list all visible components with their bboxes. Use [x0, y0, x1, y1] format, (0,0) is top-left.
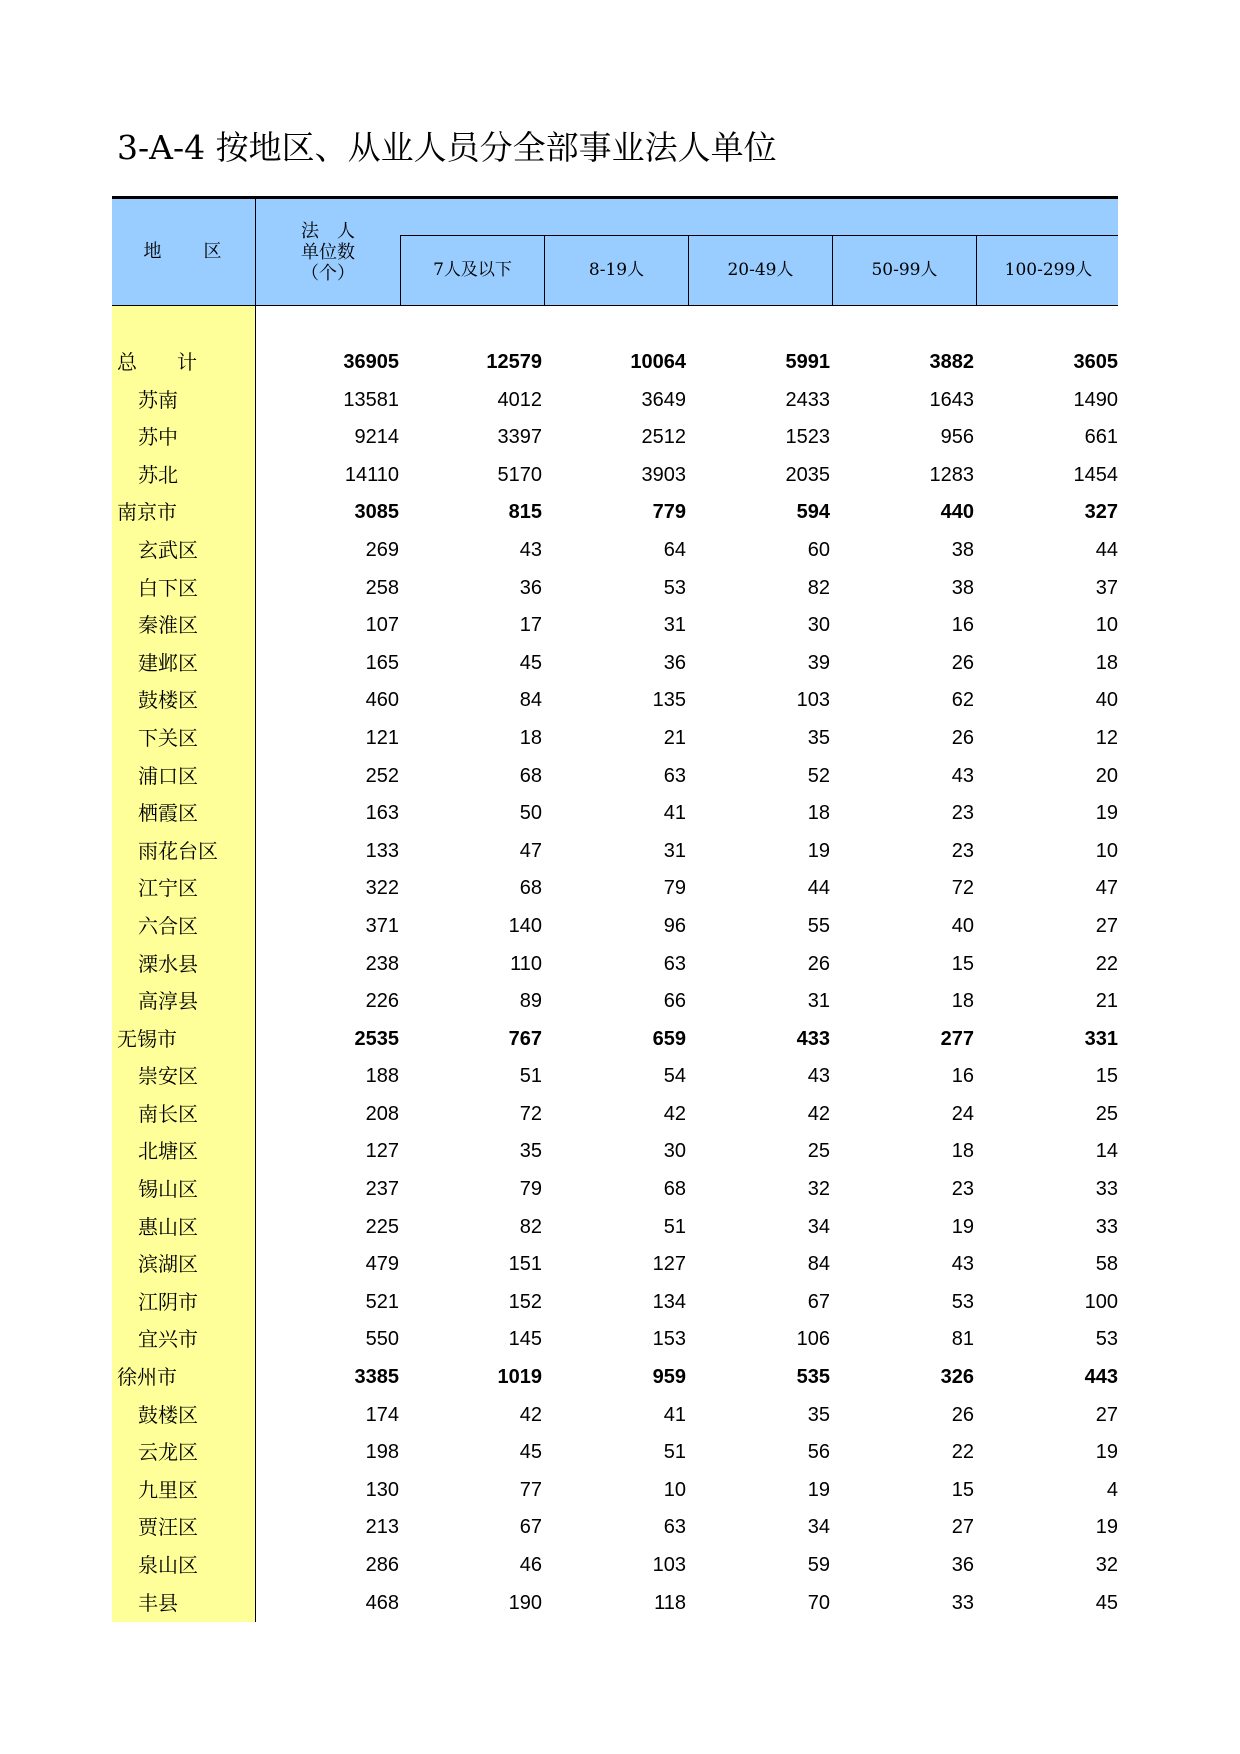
row-label: 栖霞区	[138, 801, 198, 826]
cell-value: 30	[663, 1140, 686, 1163]
cell-value: 82	[807, 576, 830, 599]
cell-value: 40	[951, 914, 974, 937]
row-label: 秦淮区	[138, 613, 198, 638]
cell-value: 31	[663, 839, 686, 862]
header-bin-3: 20-49人	[688, 236, 832, 305]
table-row	[112, 1246, 1118, 1284]
cell-value: 9214	[354, 426, 399, 449]
row-label: 雨花台区	[138, 838, 218, 863]
cell-value: 18	[807, 802, 830, 825]
cell-value: 18	[1095, 651, 1118, 674]
cell-value: 43	[951, 764, 974, 787]
cell-value: 15	[1095, 1065, 1118, 1088]
table-row	[112, 682, 1118, 720]
cell-value: 63	[663, 764, 686, 787]
cell-value: 594	[796, 501, 830, 524]
cell-value: 535	[796, 1366, 830, 1389]
cell-value: 460	[365, 689, 399, 712]
row-label: 无锡市	[117, 1026, 177, 1051]
cell-value: 55	[807, 914, 830, 937]
cell-value: 767	[508, 1027, 542, 1050]
cell-value: 145	[508, 1328, 542, 1351]
cell-value: 47	[519, 839, 542, 862]
cell-value: 151	[508, 1253, 542, 1276]
cell-value: 3882	[929, 351, 974, 373]
cell-value: 16	[951, 614, 974, 637]
cell-value: 3085	[354, 501, 399, 524]
table-row	[112, 419, 1118, 457]
table-body	[112, 344, 1118, 1622]
cell-value: 16	[951, 1065, 974, 1088]
cell-value: 956	[940, 426, 974, 449]
cell-value: 19	[1095, 1441, 1118, 1464]
cell-value: 103	[796, 689, 830, 712]
table-row	[112, 1321, 1118, 1359]
cell-value: 34	[807, 1516, 830, 1539]
cell-value: 42	[519, 1403, 542, 1426]
cell-value: 43	[807, 1065, 830, 1088]
cell-value: 51	[663, 1215, 686, 1238]
row-label: 白下区	[138, 575, 198, 600]
cell-value: 165	[365, 651, 399, 674]
cell-value: 42	[663, 1102, 686, 1125]
cell-value: 32	[807, 1178, 830, 1201]
cell-value: 53	[951, 1290, 974, 1313]
cell-value: 18	[951, 1140, 974, 1163]
cell-value: 45	[519, 1441, 542, 1464]
cell-value: 106	[796, 1328, 830, 1351]
cell-value: 15	[951, 952, 974, 975]
cell-value: 13581	[343, 388, 399, 411]
table-row	[112, 1472, 1118, 1510]
cell-value: 326	[940, 1366, 974, 1389]
cell-value: 36	[951, 1554, 974, 1576]
table-row	[112, 946, 1118, 984]
cell-value: 208	[365, 1102, 399, 1125]
cell-value: 45	[1095, 1591, 1118, 1614]
cell-value: 81	[951, 1328, 974, 1351]
cell-value: 52	[807, 764, 830, 787]
cell-value: 59	[807, 1554, 830, 1576]
cell-value: 277	[940, 1027, 974, 1050]
row-label: 惠山区	[138, 1214, 198, 1239]
cell-value: 72	[519, 1102, 542, 1125]
cell-value: 19	[807, 839, 830, 862]
cell-value: 18	[519, 726, 542, 749]
row-label: 浦口区	[138, 763, 198, 788]
row-label: 崇安区	[138, 1064, 198, 1089]
cell-value: 84	[807, 1253, 830, 1276]
header-region: 地 区	[143, 241, 224, 262]
table-row	[112, 1021, 1118, 1059]
cell-value: 89	[519, 990, 542, 1013]
cell-value: 2433	[785, 388, 830, 411]
cell-value: 14110	[344, 463, 399, 486]
header-total-line2: 单位数	[301, 241, 355, 263]
cell-value: 130	[365, 1478, 399, 1501]
cell-value: 331	[1084, 1027, 1118, 1050]
cell-value: 163	[365, 802, 399, 825]
cell-value: 479	[365, 1253, 399, 1276]
cell-value: 38	[951, 576, 974, 599]
table-row	[112, 1359, 1118, 1397]
cell-value: 659	[652, 1027, 686, 1050]
table-row	[112, 1096, 1118, 1134]
cell-value: 121	[365, 726, 399, 749]
cell-value: 23	[951, 1178, 974, 1201]
cell-value: 1283	[929, 463, 974, 486]
row-label: 江宁区	[138, 876, 198, 901]
cell-value: 661	[1084, 426, 1118, 449]
cell-value: 286	[365, 1554, 399, 1576]
cell-value: 18	[951, 990, 974, 1013]
cell-value: 53	[1095, 1328, 1118, 1351]
table-row	[112, 1058, 1118, 1096]
cell-value: 103	[652, 1554, 686, 1576]
cell-value: 226	[365, 990, 399, 1013]
cell-value: 37	[1095, 576, 1118, 599]
row-label: 宜兴市	[138, 1327, 198, 1352]
cell-value: 47	[1095, 877, 1118, 900]
cell-value: 4012	[497, 388, 542, 411]
cell-value: 32	[1095, 1554, 1118, 1576]
cell-value: 19	[807, 1478, 830, 1501]
table-row	[112, 908, 1118, 946]
cell-value: 43	[951, 1253, 974, 1276]
cell-value: 84	[519, 689, 542, 712]
cell-value: 35	[519, 1140, 542, 1163]
cell-value: 440	[940, 501, 974, 524]
row-label: 苏中	[138, 425, 178, 450]
cell-value: 56	[807, 1441, 830, 1464]
cell-value: 39	[807, 651, 830, 674]
cell-value: 19	[1095, 1516, 1118, 1539]
row-label: 下关区	[138, 725, 198, 750]
cell-value: 34	[807, 1215, 830, 1238]
row-label: 鼓楼区	[138, 1402, 198, 1427]
cell-value: 79	[663, 877, 686, 900]
cell-value: 46	[519, 1554, 542, 1576]
cell-value: 22	[951, 1441, 974, 1464]
table-header	[112, 199, 1118, 306]
table-row	[112, 1397, 1118, 1435]
table-row	[112, 1509, 1118, 1547]
cell-value: 258	[365, 576, 399, 599]
cell-value: 68	[663, 1178, 686, 1201]
cell-value: 26	[951, 651, 974, 674]
cell-value: 17	[519, 614, 542, 637]
table-row	[112, 457, 1118, 495]
cell-value: 107	[365, 614, 399, 637]
cell-value: 67	[519, 1516, 542, 1539]
table-row	[112, 1133, 1118, 1171]
cell-value: 10064	[630, 351, 686, 373]
cell-value: 27	[1095, 914, 1118, 937]
cell-value: 21	[1095, 990, 1118, 1013]
row-label: 玄武区	[138, 537, 198, 562]
cell-value: 26	[951, 1403, 974, 1426]
row-label: 锡山区	[138, 1177, 198, 1202]
cell-value: 82	[519, 1215, 542, 1238]
cell-value: 174	[365, 1403, 399, 1426]
cell-value: 79	[519, 1178, 542, 1201]
table-row	[112, 1585, 1118, 1623]
cell-value: 43	[519, 538, 542, 561]
cell-value: 25	[1095, 1102, 1118, 1125]
cell-value: 12579	[486, 351, 542, 373]
row-label: 贾汪区	[138, 1515, 198, 1540]
header-total-line1: 法 人	[301, 220, 355, 242]
cell-value: 3649	[641, 388, 686, 411]
cell-value: 433	[796, 1027, 830, 1050]
header-total-units	[255, 199, 400, 305]
cell-value: 60	[807, 538, 830, 561]
row-label: 总 计	[117, 350, 197, 374]
cell-value: 33	[1095, 1178, 1118, 1201]
header-group-band	[400, 199, 1118, 236]
row-label: 六合区	[138, 913, 198, 938]
cell-value: 1490	[1073, 388, 1118, 411]
cell-value: 133	[365, 839, 399, 862]
cell-value: 10	[663, 1478, 686, 1501]
table-row	[112, 532, 1118, 570]
cell-value: 26	[951, 726, 974, 749]
cell-value: 100	[1084, 1290, 1118, 1313]
cell-value: 10	[1095, 614, 1118, 637]
table-row	[112, 1434, 1118, 1472]
cell-value: 62	[951, 689, 974, 712]
cell-value: 190	[508, 1591, 542, 1614]
cell-value: 213	[365, 1516, 399, 1539]
cell-value: 1454	[1073, 463, 1118, 486]
cell-value: 269	[365, 538, 399, 561]
row-label: 溧水县	[138, 951, 198, 976]
table-row	[112, 1284, 1118, 1322]
cell-value: 27	[951, 1516, 974, 1539]
row-label: 建邺区	[138, 650, 198, 675]
cell-value: 23	[951, 839, 974, 862]
cell-value: 51	[519, 1065, 542, 1088]
cell-value: 41	[663, 802, 686, 825]
cell-value: 225	[365, 1215, 399, 1238]
cell-value: 10	[1095, 839, 1118, 862]
cell-value: 40	[1095, 689, 1118, 712]
cell-value: 127	[652, 1253, 686, 1276]
cell-value: 12	[1095, 726, 1118, 749]
row-label: 南长区	[138, 1101, 198, 1126]
header-total-line3: （个）	[301, 262, 355, 284]
cell-value: 153	[652, 1328, 686, 1351]
cell-value: 21	[663, 726, 686, 749]
table-row	[112, 494, 1118, 532]
cell-value: 50	[519, 802, 542, 825]
cell-value: 70	[807, 1591, 830, 1614]
row-label: 江阴市	[138, 1289, 198, 1314]
table-row	[112, 344, 1118, 382]
cell-value: 152	[508, 1290, 542, 1313]
cell-value: 54	[663, 1065, 686, 1088]
cell-value: 27	[1095, 1403, 1118, 1426]
cell-value: 58	[1095, 1253, 1118, 1276]
cell-value: 68	[519, 877, 542, 900]
cell-value: 35	[807, 1403, 830, 1426]
cell-value: 51	[663, 1441, 686, 1464]
cell-value: 33	[1095, 1215, 1118, 1238]
row-label: 云龙区	[138, 1440, 198, 1465]
cell-value: 33	[951, 1591, 974, 1614]
row-label: 九里区	[138, 1477, 198, 1502]
cell-value: 72	[951, 877, 974, 900]
header-bin-4: 50-99人	[832, 236, 976, 305]
cell-value: 371	[365, 914, 399, 937]
row-label: 苏北	[138, 462, 178, 487]
cell-value: 2535	[354, 1027, 399, 1050]
cell-value: 38	[951, 538, 974, 561]
row-label: 徐州市	[117, 1365, 177, 1390]
cell-value: 5170	[497, 463, 542, 486]
cell-value: 3903	[641, 463, 686, 486]
cell-value: 110	[510, 952, 542, 975]
row-label: 滨湖区	[138, 1252, 198, 1277]
cell-value: 36905	[343, 351, 399, 373]
cell-value: 3397	[497, 426, 542, 449]
cell-value: 66	[663, 990, 686, 1013]
row-label: 鼓楼区	[138, 688, 198, 713]
table-row	[112, 382, 1118, 420]
row-label: 高淳县	[138, 989, 198, 1014]
cell-value: 14	[1095, 1140, 1118, 1163]
cell-value: 64	[663, 538, 686, 561]
cell-value: 2512	[641, 426, 686, 449]
cell-value: 5991	[785, 351, 830, 373]
cell-value: 3385	[354, 1366, 399, 1389]
cell-value: 1523	[785, 426, 830, 449]
row-label: 泉山区	[138, 1553, 198, 1577]
cell-value: 134	[652, 1290, 686, 1313]
header-bin-5: 100-299人	[976, 236, 1120, 305]
cell-value: 4	[1106, 1478, 1118, 1501]
table-row	[112, 1171, 1118, 1209]
cell-value: 252	[365, 764, 399, 787]
cell-value: 20	[1095, 764, 1118, 787]
page-title: 3-A-4 按地区、从业人员分全部事业法人单位	[117, 128, 777, 167]
cell-value: 30	[807, 614, 830, 637]
cell-value: 31	[807, 990, 830, 1013]
cell-value: 67	[807, 1290, 830, 1313]
cell-value: 36	[663, 651, 686, 674]
table-row	[112, 570, 1118, 608]
cell-value: 2035	[785, 463, 830, 486]
cell-value: 322	[365, 877, 399, 900]
table-row	[112, 1547, 1118, 1585]
table-row	[112, 720, 1118, 758]
table-row	[112, 645, 1118, 683]
cell-value: 63	[663, 952, 686, 975]
table-row	[112, 795, 1118, 833]
cell-value: 23	[951, 802, 974, 825]
cell-value: 19	[1095, 802, 1118, 825]
cell-value: 521	[365, 1290, 399, 1313]
cell-value: 44	[807, 877, 830, 900]
cell-value: 327	[1084, 501, 1118, 524]
cell-value: 779	[652, 501, 686, 524]
cell-value: 22	[1095, 952, 1118, 975]
row-label: 丰县	[138, 1590, 178, 1615]
header-bin-2: 8-19人	[544, 236, 688, 305]
cell-value: 238	[365, 952, 399, 975]
header-bin-1: 7人及以下	[400, 236, 544, 305]
cell-value: 198	[365, 1441, 399, 1464]
cell-value: 24	[951, 1102, 974, 1125]
table-row	[112, 607, 1118, 645]
table-row	[112, 983, 1118, 1021]
cell-value: 1019	[497, 1366, 542, 1389]
table-row	[112, 870, 1118, 908]
cell-value: 188	[365, 1065, 399, 1088]
cell-value: 44	[1095, 538, 1118, 561]
table-row	[112, 1209, 1118, 1247]
cell-value: 53	[663, 576, 686, 599]
cell-value: 77	[519, 1478, 542, 1501]
cell-value: 25	[807, 1140, 830, 1163]
cell-value: 15	[951, 1478, 974, 1501]
row-label: 苏南	[138, 387, 178, 412]
cell-value: 1643	[929, 388, 974, 411]
row-label: 北塘区	[138, 1139, 198, 1164]
cell-value: 19	[951, 1215, 974, 1238]
cell-value: 468	[365, 1591, 399, 1614]
table-row	[112, 758, 1118, 796]
cell-value: 118	[654, 1591, 686, 1614]
table-row	[112, 833, 1118, 871]
row-label: 南京市	[117, 500, 177, 525]
cell-value: 96	[663, 914, 686, 937]
cell-value: 35	[807, 726, 830, 749]
cell-value: 237	[365, 1178, 399, 1201]
cell-value: 550	[365, 1328, 399, 1351]
cell-value: 36	[519, 576, 542, 599]
cell-value: 959	[652, 1366, 686, 1389]
cell-value: 42	[807, 1102, 830, 1125]
cell-value: 45	[519, 651, 542, 674]
cell-value: 443	[1084, 1366, 1118, 1389]
cell-value: 127	[365, 1140, 399, 1163]
cell-value: 135	[652, 689, 686, 712]
cell-value: 63	[663, 1516, 686, 1539]
cell-value: 26	[807, 952, 830, 975]
cell-value: 41	[663, 1403, 686, 1426]
cell-value: 815	[508, 501, 542, 524]
cell-value: 31	[663, 614, 686, 637]
cell-value: 3605	[1073, 351, 1118, 373]
cell-value: 140	[508, 914, 542, 937]
cell-value: 68	[519, 764, 542, 787]
